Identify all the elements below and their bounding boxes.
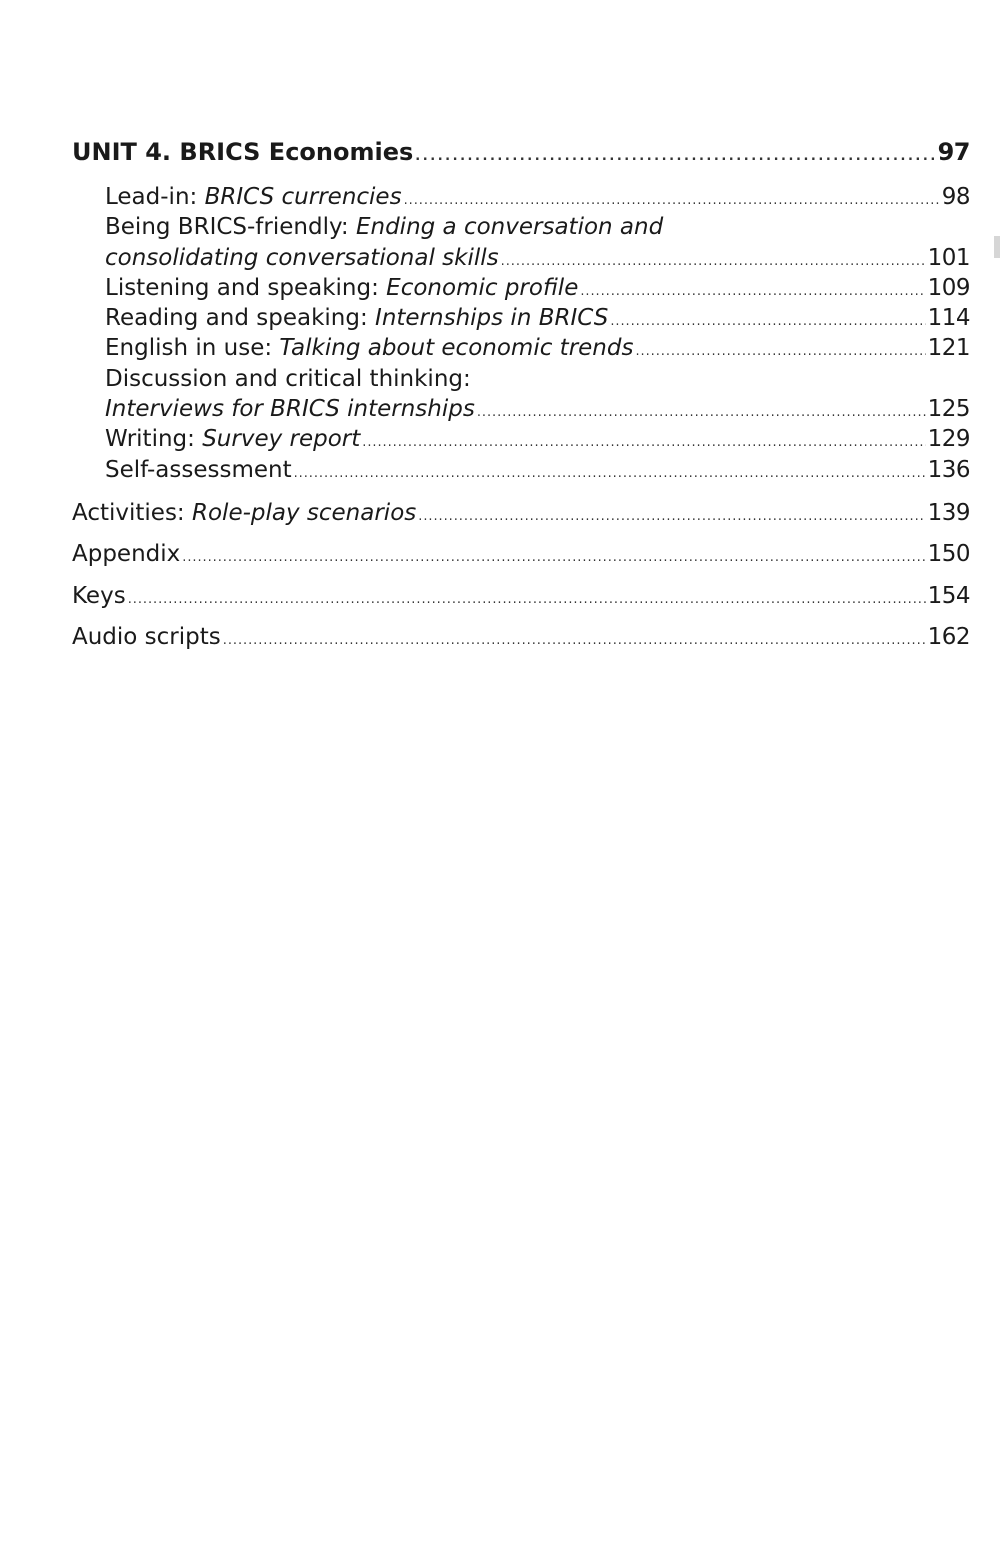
toc-page-number: 98 xyxy=(941,184,970,210)
dot-leader xyxy=(182,537,925,575)
toc-page-number: 114 xyxy=(927,305,970,332)
toc-section-topic: Role-play scenarios xyxy=(192,499,417,526)
toc-page-number: 139 xyxy=(927,499,970,526)
toc-entry-label: Lead-in: xyxy=(105,184,205,210)
toc-entry-being-brics-friendly[interactable] xyxy=(72,212,970,242)
toc-entry-discussion-critical-thinking[interactable] xyxy=(72,364,970,394)
table-of-contents xyxy=(72,134,970,658)
toc-entry-topic: Talking about economic trends xyxy=(279,335,634,362)
dot-leader xyxy=(610,307,925,333)
dot-leader xyxy=(477,398,926,424)
toc-section-audio-scripts[interactable] xyxy=(72,617,970,658)
toc-page-number: 109 xyxy=(927,274,970,301)
toc-unit-4[interactable] xyxy=(72,134,970,170)
toc-page-number: 125 xyxy=(927,396,970,423)
toc-page-number: 129 xyxy=(927,426,970,453)
dot-leader xyxy=(404,186,940,212)
toc-entry-topic: Ending a conversation and xyxy=(355,214,664,241)
toc-section-label: Keys xyxy=(72,582,126,609)
dot-leader xyxy=(501,247,926,273)
dot-leader xyxy=(362,428,925,454)
toc-entry-label: English in use: xyxy=(105,335,280,362)
toc-entry-topic-continued: consolidating conversational skills xyxy=(105,244,499,271)
toc-section-activities[interactable] xyxy=(72,493,970,534)
toc-entry-listening-speaking[interactable] xyxy=(72,273,970,303)
toc-section-appendix[interactable] xyxy=(72,534,970,575)
toc-entry-reading-speaking[interactable] xyxy=(72,303,970,333)
toc-section-keys[interactable] xyxy=(72,576,970,617)
toc-entry-english-in-use[interactable] xyxy=(72,333,970,363)
toc-section-label: Activities: xyxy=(72,499,192,526)
dot-leader xyxy=(415,139,935,170)
toc-entry-label: Writing: xyxy=(105,426,203,453)
toc-entry-label: Listening and speaking: xyxy=(105,274,387,301)
toc-page-number: 162 xyxy=(927,623,970,650)
toc-entry-label: Being BRICS-friendly: xyxy=(105,214,356,241)
toc-page-number: 136 xyxy=(927,456,970,483)
dot-leader xyxy=(223,620,926,658)
toc-entry-being-brics-friendly-cont[interactable] xyxy=(72,243,970,273)
toc-entry-topic: Interviews for BRICS internships xyxy=(105,396,475,423)
toc-entry-writing[interactable] xyxy=(72,424,970,454)
toc-entry-lead-in[interactable] xyxy=(72,182,970,212)
toc-page-number: 97 xyxy=(937,138,970,166)
toc-entry-label: Self-assessment xyxy=(105,456,292,483)
dot-leader xyxy=(294,459,926,485)
toc-entry-label: Reading and speaking: xyxy=(105,305,376,332)
dot-leader xyxy=(418,496,925,534)
toc-entry-label: Discussion and critical thinking: xyxy=(105,365,471,392)
toc-unit-title: UNIT 4. BRICS Economies xyxy=(72,138,414,166)
toc-entry-topic: Survey report xyxy=(202,426,361,453)
toc-page-number: 150 xyxy=(927,541,970,568)
toc-entry-topic: Economic profile xyxy=(386,274,579,301)
toc-page-number: 121 xyxy=(927,335,970,362)
dot-leader xyxy=(128,579,926,617)
toc-section-label: Audio scripts xyxy=(72,623,221,650)
toc-entry-topic: BRICS currencies xyxy=(204,184,402,210)
dot-leader xyxy=(580,277,925,303)
dot-leader xyxy=(635,337,925,363)
toc-page-number: 101 xyxy=(927,244,970,271)
toc-entry-self-assessment[interactable] xyxy=(72,455,970,485)
toc-section-label: Appendix xyxy=(72,541,181,568)
toc-entry-topic: Internships in BRICS xyxy=(375,305,609,332)
toc-entry-discussion-critical-thinking-cont[interactable] xyxy=(72,394,970,424)
page-edge-mark xyxy=(994,236,1000,258)
toc-page-number: 154 xyxy=(927,582,970,609)
